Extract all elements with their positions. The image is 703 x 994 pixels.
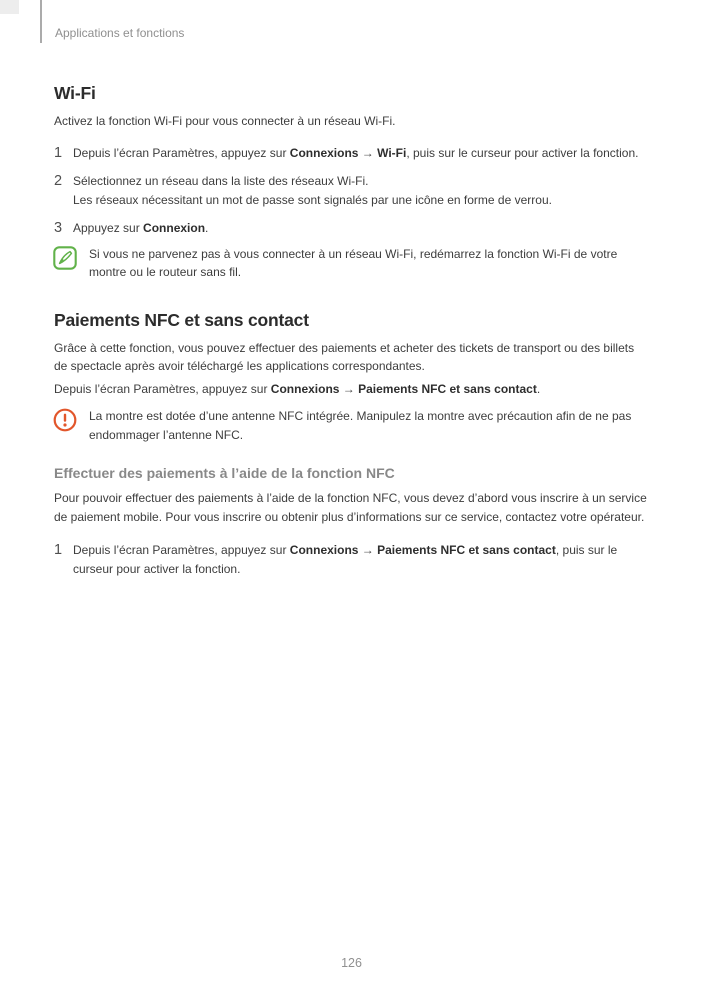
nfc-intro: Grâce à cette fonction, vous pouvez effectuer des paiements et acheter des tickets de transport ou des billets de spectacle après avoir téléchargé les applications correspondantes. xyxy=(54,340,635,373)
step-number: 1 xyxy=(54,542,63,558)
step-subtext: Les réseaux nécessitant un mot de passe sont signalés par une icône en forme de verrou. xyxy=(73,192,552,207)
note-text: Si vous ne parvenez pas à vous connecter à un réseau Wi-Fi, redémarrez la fonction Wi-Fi de votre montre ou le routeur sans fil. xyxy=(89,246,618,279)
subsection-title-nfc-payments: Effectuer des paiements à l’aide de la fonction NFC xyxy=(54,465,395,481)
wifi-steps xyxy=(54,144,648,238)
step-text: Appuyez sur Connexion. xyxy=(73,221,209,235)
page-corner-mark xyxy=(0,0,19,14)
wifi-intro: Activez la fonction Wi-Fi pour vous connecter à un réseau Wi-Fi. xyxy=(54,114,396,128)
step-content xyxy=(73,172,648,209)
step-content xyxy=(73,144,648,163)
step-content xyxy=(73,219,648,238)
step-text: Sélectionnez un réseau dans la liste des réseaux Wi-Fi. xyxy=(73,174,369,188)
pencil-note-icon xyxy=(53,246,77,270)
breadcrumb: Applications et fonctions xyxy=(55,26,185,40)
step-text: Depuis l’écran Paramètres, appuyez sur Connexions → Paiements NFC et sans contact, puis sur le curseur pour activer la fonction. xyxy=(73,543,618,576)
step-text: Depuis l’écran Paramètres, appuyez sur Connexions → Wi-Fi, puis sur le curseur pour activer la fonction. xyxy=(73,145,639,160)
step-number: 2 xyxy=(54,173,63,189)
page-number: 126 xyxy=(341,956,362,970)
step-number: 1 xyxy=(54,144,63,161)
header-divider xyxy=(40,0,42,43)
page-footer xyxy=(0,956,703,971)
exclamation-circle-icon xyxy=(53,408,77,432)
warning-callout xyxy=(54,407,648,444)
step-number: 3 xyxy=(54,220,63,236)
note-callout xyxy=(54,245,648,282)
step-item xyxy=(54,219,648,238)
step-item xyxy=(54,541,648,578)
warning-text: La montre est dotée d’une antenne NFC intégrée. Manipulez la montre avec précaution afin de ne pas endommager l’antenne NFC. xyxy=(89,409,632,442)
section-title-wifi: Wi-Fi xyxy=(54,83,96,103)
nfc-settings-path: Depuis l’écran Paramètres, appuyez sur Connexions → Paiements NFC et sans contact. xyxy=(54,381,541,396)
step-item xyxy=(54,172,648,209)
page-content xyxy=(54,83,648,578)
nfc-subsection-intro: Pour pouvoir effectuer des paiements à l’aide de la fonction NFC, vous devez d’abord vous inscrire à un service de paiement mobile. Pour vous inscrire ou obtenir plus d’informations sur ce service, contactez votre opérateur. xyxy=(54,491,647,524)
section-title-nfc: Paiements NFC et sans contact xyxy=(54,309,309,330)
step-item xyxy=(54,144,648,163)
nfc-steps xyxy=(54,541,648,578)
step-content xyxy=(73,541,648,578)
